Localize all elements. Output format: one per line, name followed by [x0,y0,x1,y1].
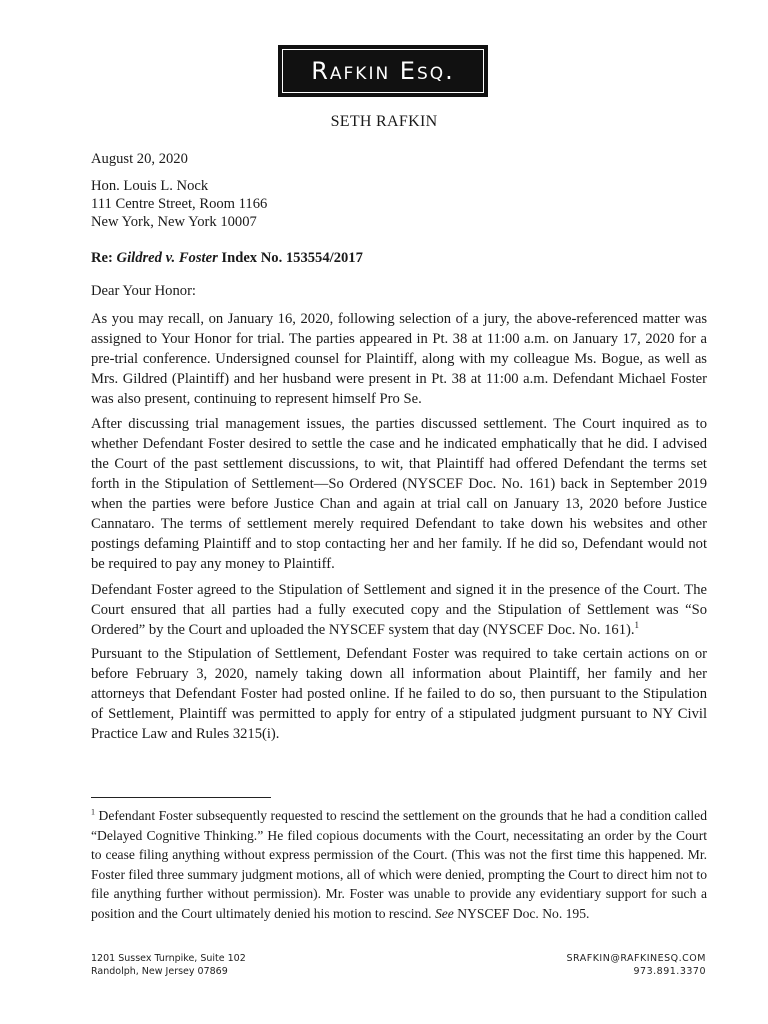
index-number: Index No. 153554/2017 [221,250,363,266]
re-line [91,248,707,268]
paragraph-3 [91,580,707,640]
footnote-marker: 1 [91,807,95,817]
recipient-name: Hon. Louis L. Nock [91,178,209,194]
footnote-citation: NYSCEF Doc. No. 195. [457,905,590,921]
recipient-city: New York, New York 10007 [91,214,257,230]
footnote [91,806,707,923]
footer-address-line2: Randolph, New Jersey 07869 [91,966,228,977]
footnote-text: Defendant Foster subsequently requested to rescind the settlement on the grounds that he had a condition called “Delayed Cognitive Thinking.” He filed copious documents with the Court, necessitating an order by the Court to cease filing anything without express permission of the Court. (This was not the first time this happened. Mr. Foster filed three summary judgment motions, all of which were denied, prompting the Court to direct him not to file anything further without permission). Mr. Foster was unable to provide any evidentiary support for such a position and the Court ultimately denied his motion to rescind. [91,808,707,921]
footnote-see: See [434,905,454,921]
paragraph-3-text: Defendant Foster agreed to the Stipulation of Settlement and signed it in the presence of the Court. The Court ensured that all parties had a fully executed copy and the Stipulation of Settlement was “So Ordered” by the Court and uploaded the NYSCEF system that day (NYSCEF Doc. No. 161). [91,582,707,638]
footnote-reference[interactable]: 1 [634,620,640,631]
paragraph-2: After discussing trial management issues, the parties discussed settlement. The Court inquired as to whether Defendant Foster desired to settle the case and he indicated emphatically that he did. I advised the Court of the past settlement discussions, to wit, that Plaintiff had offered Defendant the terms set forth in the Stipulation of Settlement—So Ordered (NYSCEF Doc. No. 161) back in September 2019 when the parties were before Justice Chan and again at trial call on January 13, 2020 before Justice Cannataro. The terms of settlement merely required Defendant to take down his websites and other postings defaming Plaintiff and to stop contacting her and her family. If he did so, Defendant would not be required to pay any money to Plaintiff. [91,416,707,572]
paragraph-1: As you may recall, on January 16, 2020, following selection of a jury, the above-referenced matter was assigned to Your Honor for trial. The parties appeared in Pt. 38 at 11:00 a.m. on January 17, 2020 for a pre-trial conference. Undersigned counsel for Plaintiff, along with my colleague Ms. Bogue, as well as Mrs. Gildred (Plaintiff) and her husband were present in Pt. 38 at 11:00 a.m. Defendant Michael Foster was also present, continuing to represent himself Pro Se. [91,311,707,407]
footer-phone[interactable]: 973.891.3370 [633,966,706,977]
footer-email[interactable]: SRAFKIN@RAFKINESQ.COM [566,953,706,964]
footnote-divider [91,797,271,798]
footer-address-line1: 1201 Sussex Turnpike, Suite 102 [91,953,246,964]
recipient-street: 111 Centre Street, Room 1166 [91,196,268,212]
firm-logo [278,45,488,97]
recipient-address [91,177,707,231]
attorney-name: SETH RAFKIN [330,113,438,130]
re-prefix: Re: [91,250,113,266]
footer-contact [566,952,706,978]
letter-date: August 20, 2020 [91,151,188,167]
footer-address [91,952,246,978]
case-caption: Gildred v. Foster [116,250,218,266]
firm-logo-text: Rafkin Esq. [282,49,484,93]
salutation: Dear Your Honor: [91,283,196,299]
paragraph-4: Pursuant to the Stipulation of Settlement, Defendant Foster was required to take certain actions on or before February 3, 2020, namely taking down all information about Plaintiff, her family and her attorneys that Defendant Foster had posted online. If he failed to do so, then pursuant to the Stipulation of Settlement, Plaintiff was permitted to apply for entry of a stipulated judgment pursuant to NY Civil Practice Law and Rules 3215(i). [91,646,707,742]
